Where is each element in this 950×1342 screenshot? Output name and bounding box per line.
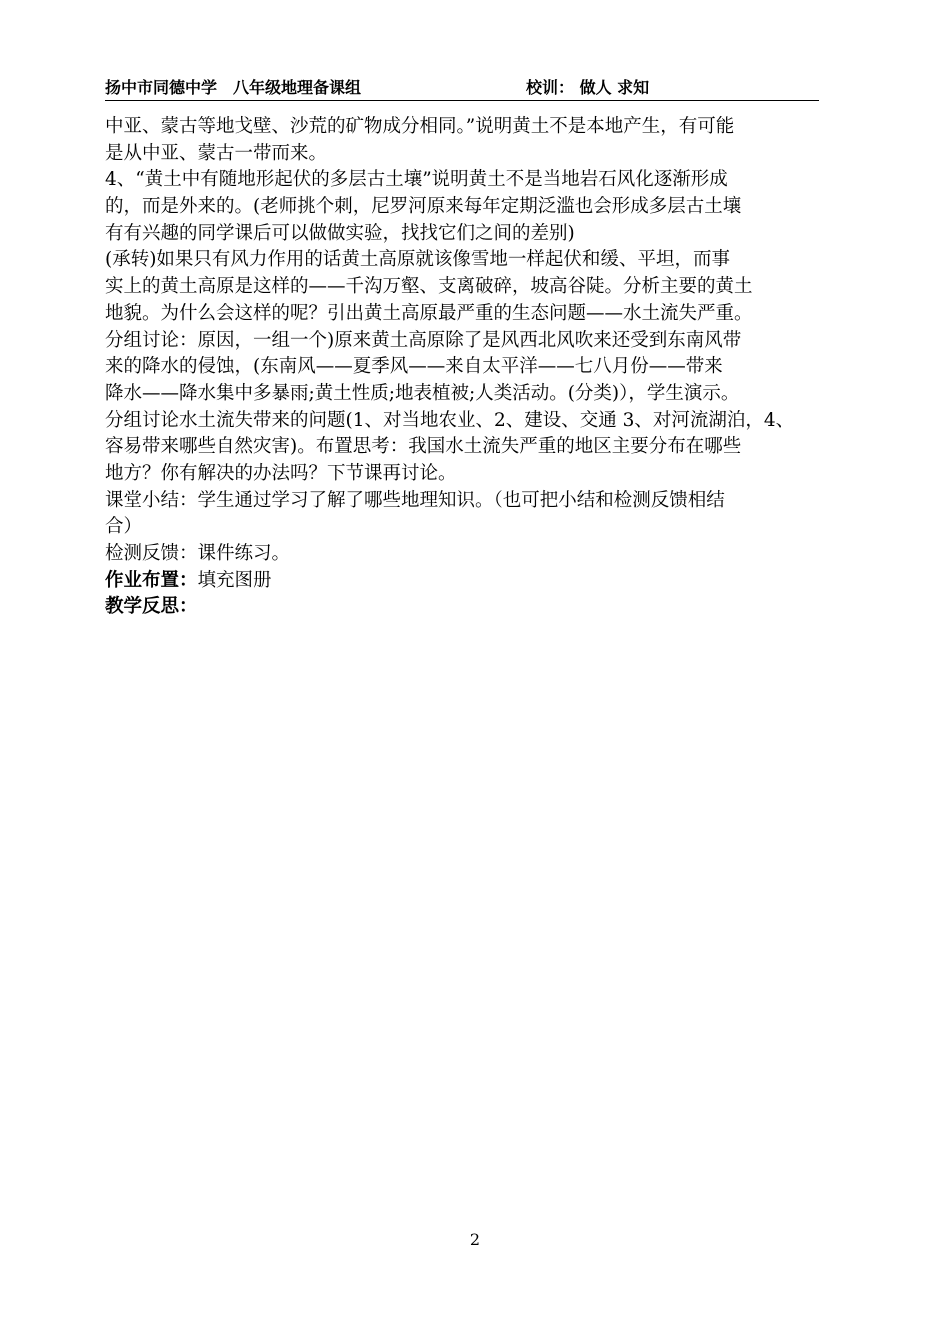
page-number: 2 bbox=[469, 1230, 481, 1249]
body-line: 4、“黄土中有随地形起伏的多层古土壤”说明黄土不是当地岩石风化逐渐形成 bbox=[105, 169, 728, 191]
body-line: 的，而是外来的。(老师挑个刺，尼罗河原来每年定期泛滥也会形成多层古土壤 bbox=[105, 196, 742, 218]
body-line: 课堂小结：学生通过学习了解了哪些地理知识。（也可把小结和检测反馈相结 bbox=[105, 489, 725, 511]
body-line: 地方？你有解决的办法吗？下节课再讨论。 bbox=[105, 462, 457, 484]
reflection-line bbox=[105, 594, 855, 621]
body-line: 是从中亚、蒙古一带而来。 bbox=[105, 142, 328, 164]
document-body bbox=[105, 114, 855, 621]
body-line: 来的降水的侵蚀，(东南风——夏季风——来自太平洋——七八月份——带来 bbox=[105, 356, 723, 378]
reflection-label: 教学反思： bbox=[105, 596, 198, 618]
page-header bbox=[105, 78, 819, 101]
body-line: 分组讨论：原因，一组一个)原来黄土高原除了是风西北风吹来还受到东南风带 bbox=[105, 329, 742, 351]
body-line: 分组讨论水土流失带来的问题(1、对当地农业、2、建设、交通 3、对河流湖泊，4、 bbox=[105, 409, 795, 431]
header-school: 扬中市同德中学 八年级地理备课组 bbox=[105, 78, 362, 97]
body-line: 实上的黄土高原是这样的——千沟万壑、支离破碎，坡高谷陡。分析主要的黄土 bbox=[105, 276, 753, 298]
header-motto: 校训： 做人 求知 bbox=[526, 78, 650, 97]
body-line: 容易带来哪些自然灾害)。布置思考：我国水土流失严重的地区主要分布在哪些 bbox=[105, 436, 742, 458]
homework-value: 填充图册 bbox=[197, 569, 272, 591]
body-line: 有有兴趣的同学课后可以做做实验，找找它们之间的差别) bbox=[105, 222, 575, 244]
body-line: (承转)如果只有风力作用的话黄土高原就该像雪地一样起伏和缓、平坦，而事 bbox=[105, 249, 730, 271]
homework-line bbox=[105, 568, 855, 595]
homework-label: 作业布置： bbox=[105, 569, 198, 591]
body-line: 检测反馈：课件练习。 bbox=[105, 543, 291, 564]
body-line: 中亚、蒙古等地戈壁、沙荒的矿物成分相同。”说明黄土不是本地产生，有可能 bbox=[105, 116, 735, 137]
body-line: 降水——降水集中多暴雨;黄土性质;地表植被;人类活动。(分类)），学生演示。 bbox=[105, 382, 740, 404]
body-line: 合） bbox=[105, 516, 143, 538]
body-line: 地貌。为什么会这样的呢？引出黄土高原最严重的生态问题——水土流失严重。 bbox=[105, 302, 753, 324]
